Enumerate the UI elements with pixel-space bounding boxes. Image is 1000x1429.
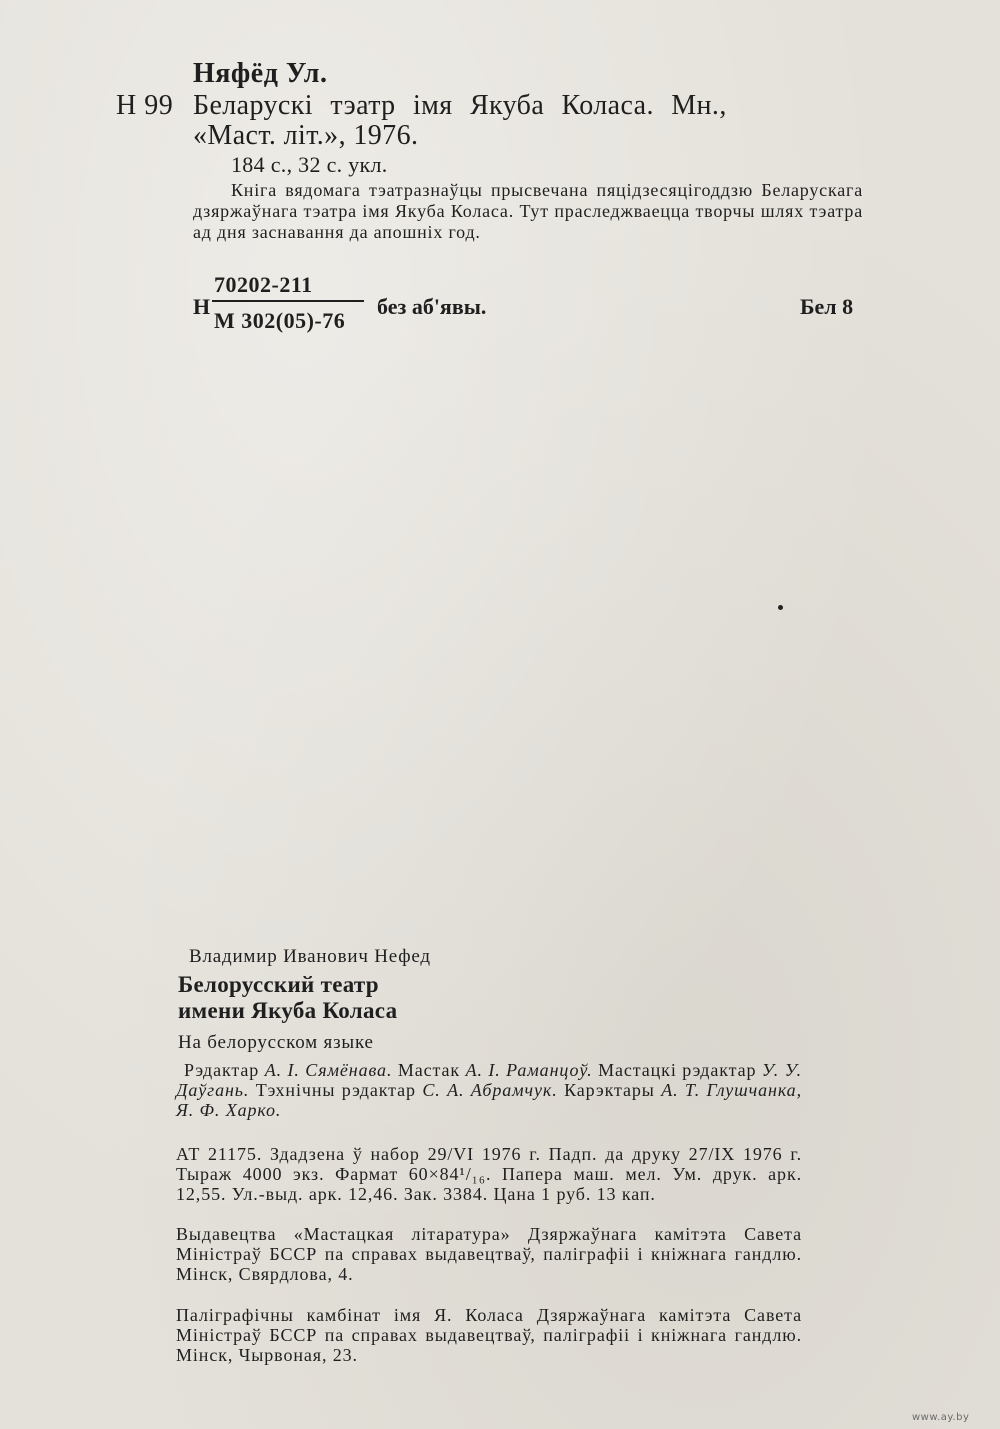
catalog-pages: 184 с., 32 с. укл. [231, 152, 388, 177]
editors-name-3: У. У. Даўгань. [176, 1060, 802, 1100]
imprint-language: На белорусском языке [178, 1032, 374, 1053]
editors-text-4: Тэхнічны рэдактар [249, 1080, 423, 1100]
imprint-publisher: Выдавецтва «Мастацкая літаратура» Дзяржаўнага камітэта Савета Міністраў БССР па справах выдавецтваў, паліграфіі і кніжнага гандлю. Мінск, Свярдлова, 4. [176, 1224, 802, 1284]
site-watermark: www.ay.by [912, 1412, 970, 1423]
editors-name-1: А. І. Сямёнава. [264, 1060, 393, 1080]
editors-text-1: Рэдактар [184, 1060, 265, 1080]
imprint-printer: Паліграфічны камбінат імя Я. Коласа Дзяржаўнага камітэта Савета Міністраў БССР па справах выдавецтваў, паліграфіі і кніжнага гандлю. Мінск, Чырвоная, 23. [176, 1305, 802, 1365]
editors-name-4: С. А. Абрамчук. [422, 1080, 558, 1100]
editors-name-2: А. І. Раманцоў. [465, 1060, 593, 1080]
imprint-title-line2: имени Якуба Коласа [178, 998, 398, 1023]
imprint-editors [176, 1060, 802, 1120]
bbk-code: Бел 8 [800, 294, 854, 319]
catalog-author: Няфёд Ул. [193, 58, 328, 89]
index-letter: Н [193, 294, 211, 319]
index-denominator: М 302(05)-76 [214, 308, 346, 333]
imprint-title-line1: Белорусский театр [178, 972, 379, 997]
editors-text-3: Мастацкі рэдактар [592, 1060, 762, 1080]
index-fraction-line [212, 300, 364, 302]
catalog-annotation: Кніга вядомага тэатразнаўцы прысвечана пяцідзесяцігоддзю Беларускага дзяржаўнага тэатра імя Якуба Коласа. Тут праследжваецца творчы шлях тэатра ад дня заснавання да апошніх год. [193, 180, 863, 242]
catalog-title-line2: «Маст. літ.», 1976. [193, 120, 419, 151]
index-numerator: 70202-211 [214, 272, 313, 297]
price-note: без аб'явы. [377, 294, 487, 319]
catalog-title-line1: Беларускі тэатр імя Якуба Коласа. Мн., [193, 90, 727, 121]
ink-speck [778, 605, 783, 610]
imprint-author: Владимир Иванович Нефед [189, 946, 431, 967]
editors-text-2: Мастак [392, 1060, 466, 1080]
editors-text-5: Карэктары [557, 1080, 662, 1100]
editors-name-5: А. Т. Глушчанка, Я. Ф. Харко. [176, 1080, 802, 1120]
catalog-classification: Н 99 [116, 90, 174, 121]
imprint-print-info: АТ 21175. Здадзена ў набор 29/VI 1976 г. Падп. да друку 27/IX 1976 г. Тыраж 4000 экз. Фармат 60×84¹/₁₆. Папера маш. мел. Ум. друк. арк. 12,55. Ул.-выд. арк. 12,46. Зак. 3384. Цана 1 руб. 13 кап. [176, 1144, 802, 1204]
